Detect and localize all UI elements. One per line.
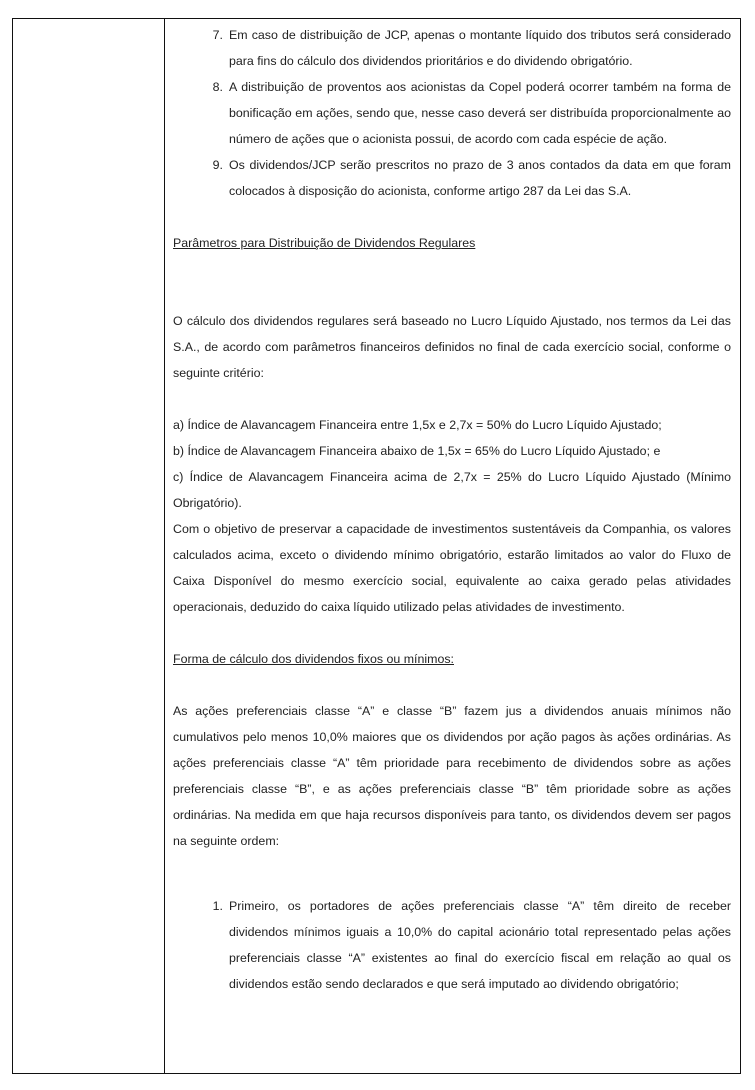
content-cell	[173, 19, 731, 997]
paragraph-intro: O cálculo dos dividendos regulares será baseado no Lucro Líquido Ajustado, nos termos da Lei das S.A., de acordo com parâmetros financeiros definidos no final de cada exercício social, conforme o seguinte critério:	[173, 314, 731, 380]
criterion-a: a) Índice de Alavancagem Financeira entre 1,5x e 2,7x = 50% do Lucro Líquido Ajustado;	[173, 418, 662, 432]
list-item-number: 7.	[212, 28, 223, 42]
paragraph-preferred-shares: As ações preferenciais classe “A” e classe “B” fazem jus a dividendos anuais mínimos não cumulativos pelo menos 10,0% maiores que os dividendos por ação pagos às ações ordinárias. As ações preferenciais classe “A” têm prioridade para recebimento de dividendos sobre as ações preferenciais classe “B”, e as ações preferenciais classe “B” têm prioridade sobre as ações ordinárias. Na medida em que haja recursos disponíveis para tanto, os dividendos devem ser pagos na seguinte ordem:	[173, 704, 731, 848]
numbered-list-top	[173, 22, 731, 204]
document-table	[12, 18, 741, 1074]
list-item	[173, 893, 731, 997]
section-heading-minimum-dividends: Forma de cálculo dos dividendos fixos ou mínimos:	[173, 652, 454, 666]
list-item-text: Os dividendos/JCP serão prescritos no prazo de 3 anos contados da data em que foram colocados à disposição do acionista, conforme artigo 287 da Lei das S.A.	[229, 158, 731, 198]
list-item-number: 8.	[212, 80, 223, 94]
numbered-list-order	[173, 893, 731, 997]
list-item	[173, 74, 731, 152]
list-item-number: 9.	[212, 158, 223, 172]
list-item-text: Em caso de distribuição de JCP, apenas o montante líquido dos tributos será considerado para fins do cálculo dos dividendos prioritários e do dividendo obrigatório.	[229, 28, 731, 68]
list-item-text: Primeiro, os portadores de ações preferenciais classe “A” têm direito de receber dividendos mínimos iguais a 10,0% do capital acionário total representado pelas ações preferenciais classe “A” existentes ao final do exercício fiscal em relação ao qual os dividendos estão sendo declarados e que será imputado ao dividendo obrigatório;	[229, 899, 731, 991]
list-item	[173, 22, 731, 74]
criterion-b: b) Índice de Alavancagem Financeira abaixo de 1,5x = 65% do Lucro Líquido Ajustado; e	[173, 444, 661, 458]
list-item-text: A distribuição de proventos aos acionistas da Copel poderá ocorrer também na forma de bonificação em ações, sendo que, nesse caso deverá ser distribuída proporcionalmente ao número de ações que o acionista possui, de acordo com cada espécie de ação.	[229, 80, 731, 146]
criterion-c: c) Índice de Alavancagem Financeira acima de 2,7x = 25% do Lucro Líquido Ajustado (Mínimo Obrigatório).	[173, 470, 731, 510]
paragraph-limit: Com o objetivo de preservar a capacidade de investimentos sustentáveis da Companhia, os valores calculados acima, exceto o dividendo mínimo obrigatório, estarão limitados ao valor do Fluxo de Caixa Disponível do mesmo exercício social, equivalente ao caixa gerado pelas atividades operacionais, deduzido do caixa líquido utilizado pelas atividades de investimento.	[173, 522, 731, 614]
section-heading-regular-dividends: Parâmetros para Distribuição de Dividendos Regulares	[173, 236, 476, 250]
list-item	[173, 152, 731, 204]
column-divider	[164, 19, 165, 1073]
list-item-number: 1.	[212, 899, 223, 913]
